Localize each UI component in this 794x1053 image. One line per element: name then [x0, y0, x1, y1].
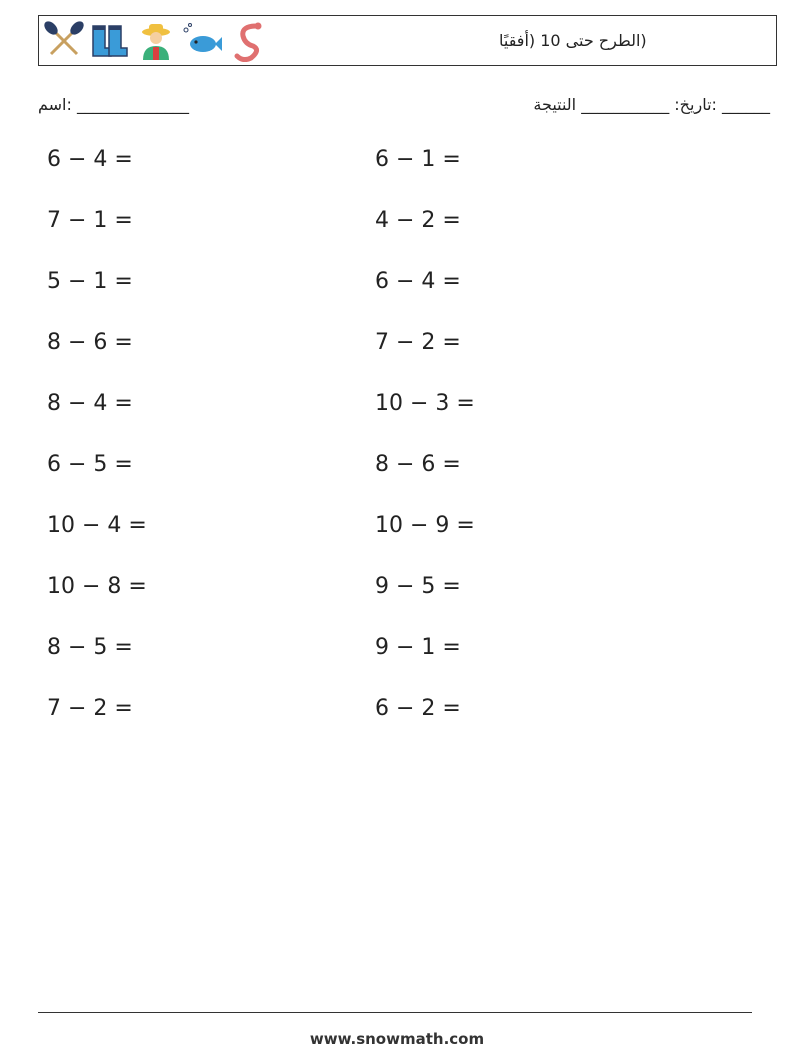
problem-item: 5 − 1 =: [47, 269, 133, 294]
worm-icon: [227, 20, 269, 62]
problem-item: 10 − 4 =: [47, 513, 147, 538]
footer-divider: [38, 1012, 752, 1013]
problem-item: 7 − 1 =: [47, 208, 133, 233]
date-score-field: ______ :تاريخ: ___________ النتيجة: [533, 95, 770, 114]
problem-item: 7 − 2 =: [375, 330, 461, 355]
problem-item: 9 − 1 =: [375, 635, 461, 660]
problem-item: 6 − 5 =: [47, 452, 133, 477]
boots-icon: [89, 20, 131, 62]
footer-url: www.snowmath.com: [309, 1030, 485, 1048]
name-field: ______________ :اسم: [38, 95, 189, 114]
worksheet-header: [38, 15, 777, 66]
problem-item: 10 − 9 =: [375, 513, 475, 538]
problem-item: 8 − 6 =: [47, 330, 133, 355]
problem-item: 6 − 4 =: [375, 269, 461, 294]
worksheet-title: (الطرح حتى 10 (أفقيًا: [499, 31, 647, 50]
problem-item: 9 − 5 =: [375, 574, 461, 599]
fish-icon: [181, 20, 223, 62]
problem-item: 8 − 6 =: [375, 452, 461, 477]
fisherman-icon: [135, 20, 177, 62]
oars-icon: [43, 20, 85, 62]
problem-item: 7 − 2 =: [47, 696, 133, 721]
problem-item: 4 − 2 =: [375, 208, 461, 233]
problem-item: 6 − 4 =: [47, 147, 133, 172]
problem-item: 10 − 3 =: [375, 391, 475, 416]
problem-item: 8 − 5 =: [47, 635, 133, 660]
problem-item: 6 − 1 =: [375, 147, 461, 172]
problem-item: 8 − 4 =: [47, 391, 133, 416]
problem-item: 6 − 2 =: [375, 696, 461, 721]
problem-item: 10 − 8 =: [47, 574, 147, 599]
header-icons: [43, 20, 269, 62]
